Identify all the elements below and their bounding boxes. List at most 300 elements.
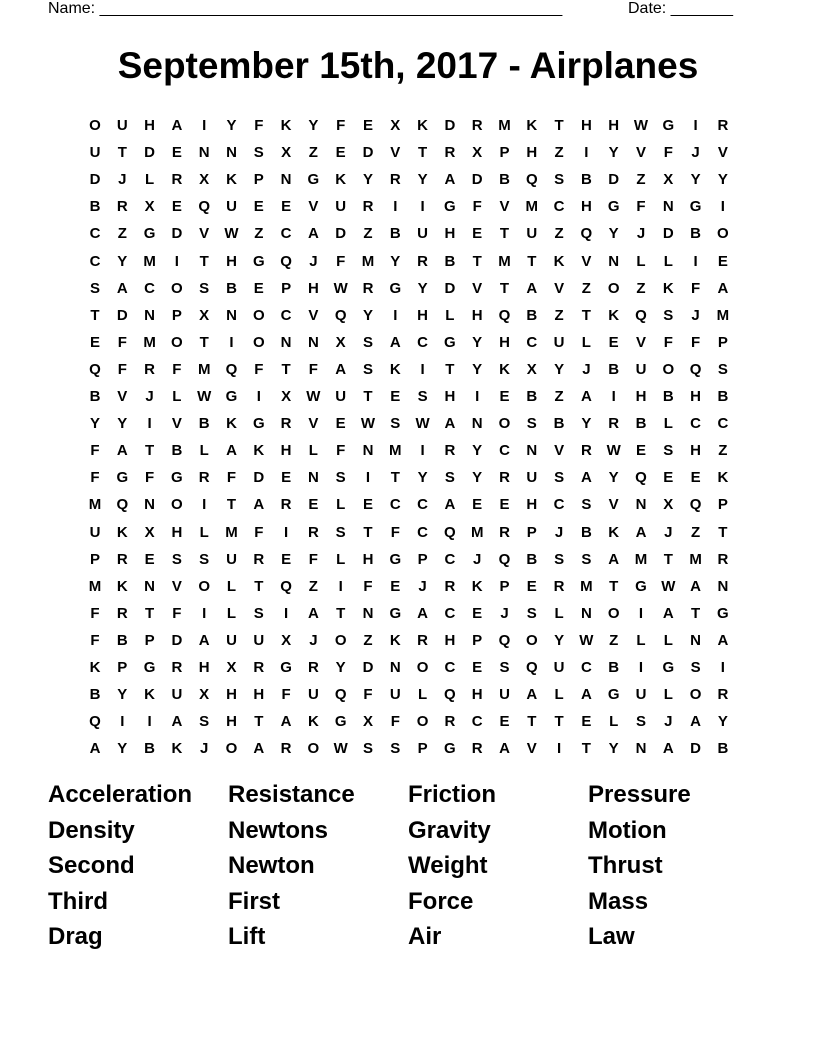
- grid-letter: T: [527, 713, 537, 731]
- grid-letter: S: [635, 713, 646, 731]
- grid-letter: L: [336, 550, 346, 568]
- grid-letter: I: [393, 306, 398, 324]
- grid-letter: Y: [417, 279, 428, 297]
- grid-letter: Z: [581, 279, 591, 297]
- grid-letter: X: [144, 523, 155, 541]
- grid-letter: K: [226, 415, 237, 433]
- grid-letter: R: [553, 577, 565, 595]
- grid-letter: H: [499, 333, 510, 351]
- grid-letter: Q: [444, 523, 456, 541]
- grid-letter: Y: [117, 740, 128, 758]
- grid-letter: W: [360, 415, 376, 433]
- word-list-item: Mass: [588, 887, 649, 915]
- grid-letter: P: [281, 279, 292, 297]
- grid-letter: A: [307, 604, 319, 622]
- grid-letter: Z: [308, 144, 318, 162]
- grid-letter: B: [662, 388, 674, 405]
- grid-letter: E: [499, 496, 510, 514]
- grid-letter: U: [226, 550, 237, 568]
- grid-letter: E: [308, 496, 319, 514]
- grid-letter: A: [116, 279, 128, 297]
- grid-letter: R: [499, 523, 510, 541]
- grid-letter: R: [444, 713, 456, 731]
- grid-letter: B: [553, 415, 565, 433]
- grid-letter: C: [89, 225, 101, 243]
- grid-letter: K: [717, 469, 729, 487]
- grid-letter: S: [526, 415, 537, 433]
- grid-letter: L: [554, 686, 564, 704]
- grid-letter: F: [691, 333, 701, 351]
- grid-letter: B: [580, 523, 592, 541]
- grid-letter: B: [116, 631, 128, 649]
- grid-letter: H: [444, 388, 456, 405]
- grid-letter: F: [117, 360, 127, 378]
- grid-letter: L: [554, 604, 564, 622]
- grid-letter: A: [116, 442, 128, 460]
- grid-letter: A: [690, 713, 702, 731]
- grid-letter: H: [226, 252, 237, 270]
- grid-letter: B: [526, 550, 538, 568]
- grid-letter: U: [526, 469, 538, 487]
- grid-letter: H: [608, 117, 620, 134]
- grid-letter: C: [690, 415, 702, 433]
- grid-letter: A: [580, 686, 592, 704]
- grid-letter: U: [335, 198, 347, 216]
- grid-letter: P: [499, 144, 510, 162]
- grid-letter: H: [526, 144, 538, 162]
- grid-letter: I: [638, 604, 644, 622]
- grid-letter: V: [554, 442, 565, 460]
- grid-letter: I: [147, 415, 152, 433]
- grid-letter: Q: [444, 686, 456, 704]
- grid-letter: A: [417, 604, 429, 622]
- grid-letter: E: [144, 550, 155, 568]
- grid-letter: Z: [609, 631, 619, 649]
- grid-letter: Y: [581, 415, 592, 433]
- grid-letter: I: [720, 198, 725, 216]
- grid-letter: Y: [717, 171, 728, 189]
- grid-letter: S: [253, 604, 264, 622]
- grid-letter: L: [226, 604, 237, 622]
- grid-letter: U: [553, 659, 565, 676]
- grid-letter: E: [635, 442, 646, 460]
- grid-letter: V: [581, 252, 592, 270]
- grid-letter: E: [362, 117, 373, 134]
- grid-letter: T: [254, 713, 264, 731]
- grid-letter: Q: [689, 496, 702, 514]
- grid-letter: V: [390, 144, 401, 162]
- grid-letter: B: [499, 171, 510, 189]
- grid-letter: A: [635, 523, 647, 541]
- grid-letter: L: [445, 306, 455, 324]
- grid-letter: R: [280, 415, 292, 433]
- grid-letter: X: [472, 144, 483, 162]
- word-list-item: Pressure: [588, 781, 691, 808]
- grid-letter: I: [611, 388, 616, 405]
- grid-letter: T: [363, 523, 373, 541]
- grid-letter: Q: [280, 252, 292, 270]
- grid-letter: T: [609, 577, 619, 595]
- grid-letter: T: [472, 252, 482, 270]
- grid-letter: D: [89, 171, 101, 189]
- grid-letter: B: [444, 252, 456, 270]
- grid-letter: C: [280, 306, 292, 324]
- grid-letter: E: [390, 577, 401, 595]
- grid-letter: R: [116, 198, 128, 216]
- grid-letter: N: [580, 604, 592, 622]
- grid-letter: Z: [691, 523, 701, 541]
- grid-letter: J: [418, 577, 427, 595]
- grid-letter: S: [89, 279, 100, 297]
- grid-letter: O: [307, 740, 320, 758]
- grid-letter: L: [581, 333, 591, 351]
- grid-letter: S: [444, 469, 455, 487]
- grid-letter: G: [307, 171, 320, 189]
- grid-letter: X: [281, 388, 292, 405]
- grid-letter: Y: [608, 144, 619, 162]
- grid-letter: S: [171, 550, 182, 568]
- grid-letter: J: [473, 550, 482, 568]
- grid-letter: A: [444, 496, 456, 514]
- grid-letter: Y: [472, 333, 483, 351]
- grid-letter: R: [198, 469, 210, 487]
- grid-letter: A: [662, 740, 674, 758]
- grid-letter: B: [608, 360, 620, 378]
- grid-letter: T: [581, 306, 591, 324]
- grid-letter: K: [526, 117, 538, 134]
- grid-letter: J: [582, 360, 591, 378]
- grid-letter: P: [417, 740, 428, 758]
- grid-letter: S: [663, 306, 674, 324]
- grid-letter: T: [445, 360, 455, 378]
- grid-letter: A: [444, 415, 456, 433]
- grid-letter: T: [691, 604, 701, 622]
- grid-letter: V: [608, 496, 619, 514]
- grid-letter: F: [90, 631, 100, 649]
- grid-letter: Z: [554, 144, 564, 162]
- grid-letter: Y: [117, 252, 128, 270]
- grid-letter: A: [662, 604, 674, 622]
- grid-letter: I: [174, 252, 179, 270]
- grid-letter: C: [499, 442, 510, 460]
- grid-letter: I: [338, 577, 343, 595]
- grid-letter: X: [335, 333, 346, 351]
- grid-letter: E: [608, 333, 619, 351]
- grid-letter: P: [117, 659, 128, 676]
- grid-letter: P: [499, 577, 510, 595]
- grid-letter: T: [499, 279, 510, 297]
- grid-letter: F: [90, 604, 100, 622]
- grid-letter: P: [717, 333, 728, 351]
- grid-letter: S: [362, 333, 373, 351]
- grid-letter: B: [89, 388, 101, 405]
- grid-letter: M: [143, 252, 156, 270]
- grid-letter: T: [336, 604, 346, 622]
- grid-letter: G: [143, 659, 156, 676]
- grid-letter: R: [280, 740, 292, 758]
- grid-letter: X: [199, 171, 210, 189]
- grid-letter: Y: [554, 360, 565, 378]
- grid-letter: R: [444, 144, 456, 162]
- grid-letter: L: [172, 388, 182, 405]
- grid-letter: I: [393, 198, 398, 216]
- grid-letter: H: [471, 306, 483, 324]
- grid-letter: E: [281, 198, 292, 216]
- grid-letter: K: [608, 306, 620, 324]
- grid-letter: S: [390, 740, 401, 758]
- grid-letter: O: [416, 659, 429, 676]
- grid-letter: C: [526, 333, 538, 351]
- grid-letter: T: [199, 333, 209, 351]
- grid-letter: F: [336, 117, 346, 134]
- grid-letter: Y: [89, 415, 100, 433]
- grid-letter: C: [389, 496, 401, 514]
- grid-letter: H: [307, 279, 319, 297]
- grid-letter: A: [499, 740, 510, 758]
- grid-letter: B: [144, 740, 156, 758]
- grid-letter: D: [253, 469, 265, 487]
- grid-letter: F: [363, 686, 373, 704]
- grid-letter: S: [199, 550, 210, 568]
- grid-letter: K: [608, 523, 620, 541]
- grid-letter: B: [717, 388, 729, 405]
- grid-letter: F: [281, 686, 291, 704]
- grid-letter: P: [717, 496, 728, 514]
- grid-letter: T: [254, 577, 264, 595]
- grid-letter: L: [663, 415, 673, 433]
- grid-letter: I: [720, 659, 725, 676]
- grid-letter: A: [253, 740, 265, 758]
- word-list-item: Newtons: [228, 816, 329, 844]
- grid-letter: T: [418, 144, 428, 162]
- grid-letter: P: [89, 550, 100, 568]
- grid-letter: U: [226, 631, 237, 649]
- grid-letter: A: [608, 550, 620, 568]
- grid-letter: E: [362, 496, 373, 514]
- grid-letter: W: [579, 631, 594, 649]
- grid-letter: K: [280, 117, 292, 134]
- grid-letter: J: [118, 171, 127, 189]
- grid-letter: N: [307, 469, 319, 487]
- grid-letter: V: [171, 415, 182, 433]
- grid-letter: Q: [198, 198, 211, 216]
- grid-letter: N: [526, 442, 538, 460]
- grid-letter: R: [362, 279, 374, 297]
- grid-letter: W: [415, 415, 430, 433]
- grid-letter: C: [553, 496, 565, 514]
- grid-letter: D: [444, 279, 456, 297]
- word-list-item: Friction: [408, 781, 496, 808]
- grid-letter: C: [444, 659, 456, 676]
- grid-letter: O: [252, 306, 265, 324]
- grid-letter: X: [144, 198, 155, 216]
- grid-letter: J: [200, 740, 209, 758]
- grid-letter: S: [199, 279, 210, 297]
- grid-letter: N: [144, 496, 156, 514]
- grid-letter: Y: [608, 469, 619, 487]
- grid-letter: K: [89, 659, 101, 676]
- grid-letter: E: [335, 415, 346, 433]
- word-list-item: Air: [408, 923, 442, 950]
- grid-letter: Y: [472, 469, 483, 487]
- grid-letter: H: [144, 117, 156, 134]
- grid-letter: Z: [254, 225, 264, 243]
- grid-letter: W: [333, 279, 348, 297]
- grid-letter: Q: [116, 496, 129, 514]
- grid-letter: Y: [335, 659, 346, 676]
- grid-letter: G: [607, 198, 620, 216]
- grid-letter: V: [308, 198, 319, 216]
- grid-letter: C: [417, 496, 429, 514]
- grid-letter: F: [308, 550, 318, 568]
- grid-letter: G: [717, 604, 729, 622]
- grid-letter: J: [145, 388, 154, 405]
- grid-letter: Z: [554, 388, 564, 405]
- grid-letter: T: [581, 740, 591, 758]
- grid-letter: Z: [363, 631, 373, 649]
- grid-letter: F: [90, 442, 100, 460]
- grid-letter: I: [584, 144, 589, 162]
- grid-letter: Z: [554, 306, 564, 324]
- grid-letter: S: [663, 442, 674, 460]
- word-list-item: Second: [48, 852, 135, 879]
- grid-letter: L: [609, 713, 619, 731]
- grid-letter: O: [198, 577, 211, 595]
- grid-letter: E: [663, 469, 674, 487]
- grid-letter: L: [636, 631, 646, 649]
- grid-letter: R: [389, 171, 401, 189]
- grid-letter: R: [608, 415, 620, 433]
- grid-letter: Y: [472, 442, 483, 460]
- grid-letter: R: [307, 659, 319, 676]
- grid-letter: I: [284, 604, 289, 622]
- grid-letter: F: [363, 577, 373, 595]
- grid-letter: W: [633, 117, 649, 134]
- grid-letter: N: [389, 659, 401, 676]
- grid-letter: C: [417, 333, 429, 351]
- grid-letter: F: [663, 333, 673, 351]
- grid-letter: G: [116, 469, 129, 487]
- grid-letter: R: [417, 631, 429, 649]
- grid-letter: I: [693, 117, 698, 134]
- grid-letter: G: [389, 279, 402, 297]
- grid-letter: X: [663, 171, 674, 189]
- grid-letter: Q: [635, 469, 647, 487]
- grid-letter: N: [690, 631, 702, 649]
- grid-letter: U: [253, 631, 265, 649]
- grid-letter: O: [607, 279, 620, 297]
- grid-letter: R: [171, 659, 183, 676]
- grid-letter: Z: [308, 577, 318, 595]
- grid-letter: E: [281, 550, 292, 568]
- grid-letter: A: [580, 469, 592, 487]
- grid-letter: I: [557, 740, 562, 758]
- grid-letter: G: [444, 740, 456, 758]
- grid-letter: B: [608, 659, 620, 676]
- grid-letter: E: [253, 279, 264, 297]
- grid-letter: Y: [417, 171, 428, 189]
- grid-letter: A: [171, 713, 183, 731]
- grid-letter: P: [253, 171, 264, 189]
- grid-letter: Y: [117, 686, 128, 704]
- grid-letter: J: [691, 144, 700, 162]
- grid-letter: A: [717, 279, 729, 297]
- grid-letter: T: [554, 117, 564, 134]
- grid-letter: V: [308, 415, 319, 433]
- grid-letter: U: [116, 117, 128, 134]
- grid-letter: F: [254, 523, 264, 541]
- grid-letter: E: [171, 198, 182, 216]
- grid-letter: E: [472, 659, 483, 676]
- grid-letter: S: [717, 360, 728, 378]
- grid-letter: N: [635, 496, 647, 514]
- grid-letter: T: [145, 604, 155, 622]
- grid-letter: E: [717, 252, 728, 270]
- grid-letter: X: [226, 659, 237, 676]
- word-list-item: First: [228, 887, 281, 915]
- grid-letter: F: [254, 360, 264, 378]
- grid-letter: U: [307, 686, 319, 704]
- grid-letter: X: [199, 306, 210, 324]
- word-list-item: Third: [48, 887, 108, 915]
- grid-letter: T: [390, 469, 400, 487]
- grid-letter: D: [690, 740, 702, 758]
- grid-letter: K: [335, 171, 347, 189]
- grid-letter: Y: [362, 171, 373, 189]
- grid-letter: X: [390, 117, 401, 134]
- grid-letter: W: [224, 225, 239, 243]
- grid-letter: V: [499, 198, 510, 216]
- grid-letter: G: [635, 577, 647, 595]
- grid-letter: H: [253, 686, 265, 704]
- grid-letter: A: [717, 631, 729, 649]
- word-list-item: Drag: [48, 923, 103, 950]
- grid-letter: X: [199, 686, 210, 704]
- grid-letter: Z: [636, 171, 646, 189]
- grid-letter: M: [143, 333, 156, 351]
- grid-letter: J: [664, 523, 673, 541]
- grid-letter: B: [580, 171, 592, 189]
- grid-letter: G: [171, 469, 183, 487]
- grid-letter: A: [280, 713, 292, 731]
- grid-letter: K: [116, 577, 128, 595]
- grid-letter: N: [362, 604, 374, 622]
- grid-letter: J: [309, 252, 318, 270]
- grid-letter: A: [89, 740, 101, 758]
- grid-letter: U: [417, 225, 429, 243]
- grid-letter: U: [635, 360, 647, 378]
- page-title: September 15th, 2017 - Airplanes: [117, 45, 699, 86]
- grid-letter: I: [202, 496, 207, 514]
- grid-letter: H: [198, 659, 210, 676]
- grid-letter: P: [417, 550, 428, 568]
- grid-letter: A: [198, 631, 210, 649]
- grid-letter: G: [389, 550, 402, 568]
- grid-letter: R: [444, 442, 456, 460]
- grid-letter: A: [526, 686, 538, 704]
- grid-letter: B: [717, 740, 729, 758]
- grid-letter: V: [308, 306, 319, 324]
- grid-letter: N: [362, 442, 374, 460]
- grid-letter: L: [418, 686, 428, 704]
- grid-letter: F: [90, 469, 100, 487]
- grid-letter: B: [389, 225, 401, 243]
- grid-letter: B: [89, 686, 101, 704]
- grid-letter: V: [635, 333, 646, 351]
- grid-letter: D: [171, 631, 183, 649]
- grid-letter: O: [171, 333, 183, 351]
- grid-letter: X: [663, 496, 674, 514]
